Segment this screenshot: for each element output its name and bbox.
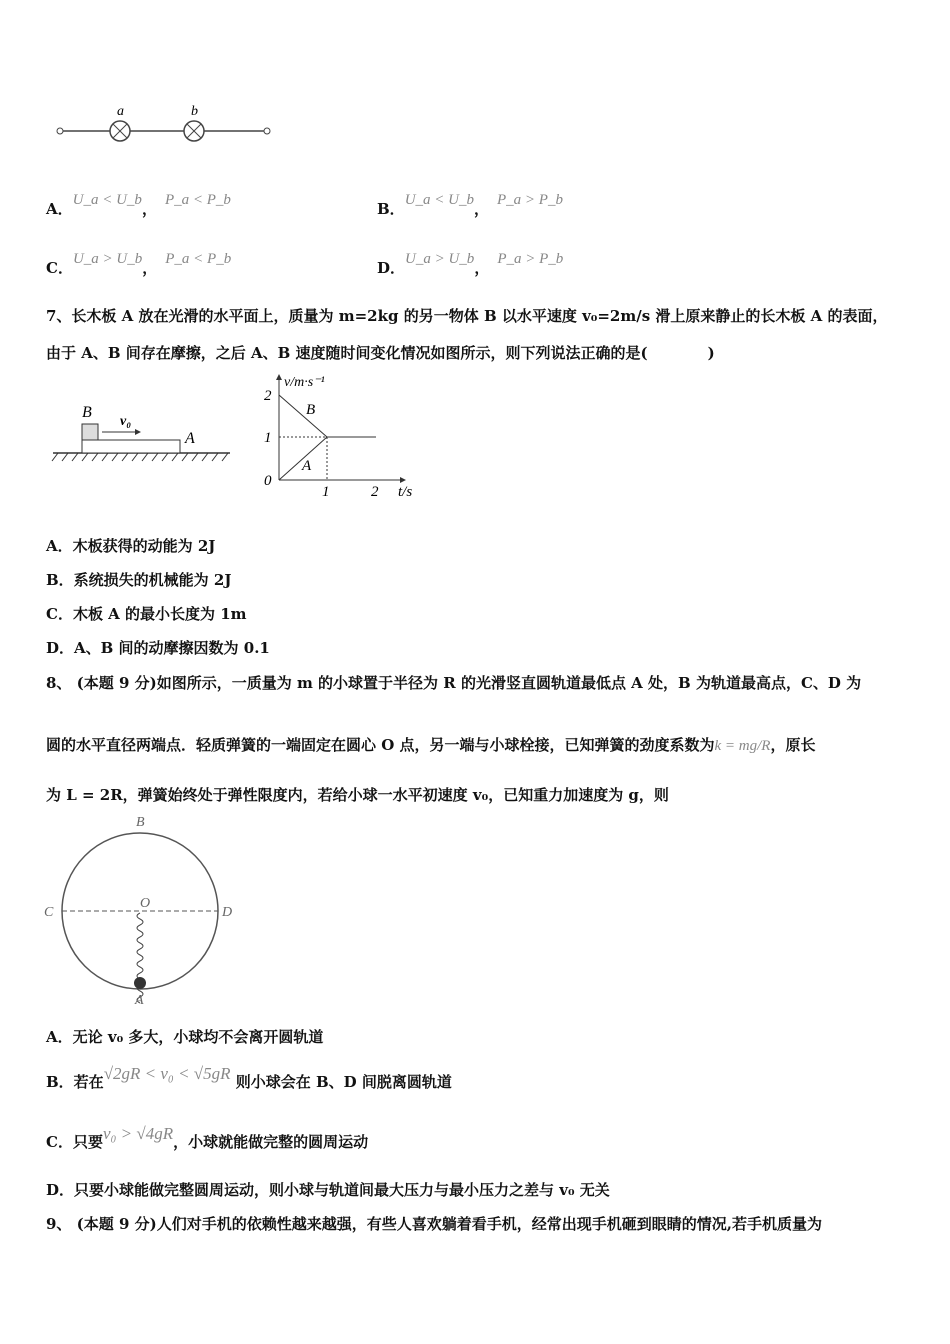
q8-line2: 圆的水平直径两端点．轻质弹簧的一端固定在圆心 O 点，另一端与小球栓接，已知弹簧的劲度系数为k = mg/R，原长 bbox=[46, 736, 816, 754]
svg-text:1: 1 bbox=[322, 484, 330, 500]
svg-text:C: C bbox=[44, 905, 54, 920]
q7-option-a[interactable]: A．木板获得的动能为 2J bbox=[46, 537, 216, 555]
svg-text:t/s: t/s bbox=[398, 484, 413, 500]
lamp-a-icon bbox=[110, 121, 130, 141]
q8-line1: 8、 (本题 9 分)如图所示，一质量为 m 的小球置于半径为 R 的光滑竖直圆轨道最低点 A 处，B 为轨道最高点，C、D 为 bbox=[46, 674, 862, 692]
lamp-a-label: a bbox=[117, 104, 124, 119]
svg-text:B: B bbox=[136, 815, 145, 830]
svg-text:2: 2 bbox=[371, 484, 379, 500]
q7-line1: 7、长木板 A 放在光滑的水平面上，质量为 m=2kg 的另一物体 B 以水平速度 v₀=2m/s 滑上原来静止的长木板 A 的表面， bbox=[46, 307, 888, 325]
velocity-time-graph bbox=[260, 372, 430, 502]
q7-option-c[interactable]: C．木板 A 的最小长度为 1m bbox=[46, 605, 247, 623]
circle-track-diagram bbox=[40, 812, 240, 1007]
q8-option-d[interactable]: D．只要小球能做完整圆周运动，则小球与轨道间最大压力与最小压力之差与 v₀ 无关 bbox=[46, 1181, 610, 1199]
svg-text:B: B bbox=[306, 402, 316, 418]
circuit-diagram bbox=[55, 100, 275, 150]
svg-text:A: A bbox=[135, 993, 144, 1008]
svg-text:D: D bbox=[222, 905, 233, 920]
svg-text:A: A bbox=[302, 458, 312, 474]
q9-line1: 9、 (本题 9 分)人们对手机的依赖性越来越强，有些人喜欢躺着看手机，经常出现手机砸到眼睛的情况,若手机质量为 bbox=[46, 1215, 822, 1233]
q6-option-b[interactable]: B．U_a < U_b， P_a > P_b bbox=[377, 192, 563, 218]
q8-option-b[interactable]: B．若在√2gR < v₀ < √5gR 则小球会在 B、D 间脱离圆轨道 bbox=[46, 1064, 452, 1091]
svg-text:0: 0 bbox=[264, 473, 272, 489]
q6-option-d[interactable]: D．U_a > U_b， P_a > P_b bbox=[377, 251, 564, 277]
svg-text:v₀: v₀ bbox=[120, 414, 132, 429]
lamp-b-label: b bbox=[191, 104, 198, 119]
svg-text:1: 1 bbox=[264, 430, 272, 446]
q7-option-d[interactable]: D．A、B 间的动摩擦因数为 0.1 bbox=[46, 639, 270, 657]
svg-text:v/m·s⁻¹: v/m·s⁻¹ bbox=[284, 375, 325, 390]
block-diagram bbox=[50, 395, 235, 465]
q6-option-c[interactable]: C．U_a > U_b， P_a < P_b bbox=[46, 251, 232, 277]
q8-option-c[interactable]: C．只要v₀ > √4gR，小球就能做完整的圆周运动 bbox=[46, 1124, 369, 1151]
svg-text:B: B bbox=[82, 404, 92, 421]
q7-line2: 由于 A、B 间存在摩擦，之后 A、B 速度随时间变化情况如图所示，则下列说法正确的是( ) bbox=[46, 344, 715, 362]
ball-icon bbox=[134, 977, 146, 989]
q8-line3: 为 L = 2R，弹簧始终处于弹性限度内，若给小球一水平初速度 v₀，已知重力加速度为 g，则 bbox=[46, 786, 669, 804]
lamp-b-icon bbox=[184, 121, 204, 141]
q6-option-a[interactable]: A．U_a < U_b， P_a < P_b bbox=[46, 192, 231, 218]
svg-text:A: A bbox=[185, 430, 195, 447]
q8-option-a[interactable]: A．无论 v₀ 多大，小球均不会离开圆轨道 bbox=[46, 1028, 324, 1046]
q7-option-b[interactable]: B．系统损失的机械能为 2J bbox=[46, 571, 232, 589]
svg-text:2: 2 bbox=[264, 388, 272, 404]
svg-text:O: O bbox=[140, 896, 151, 911]
